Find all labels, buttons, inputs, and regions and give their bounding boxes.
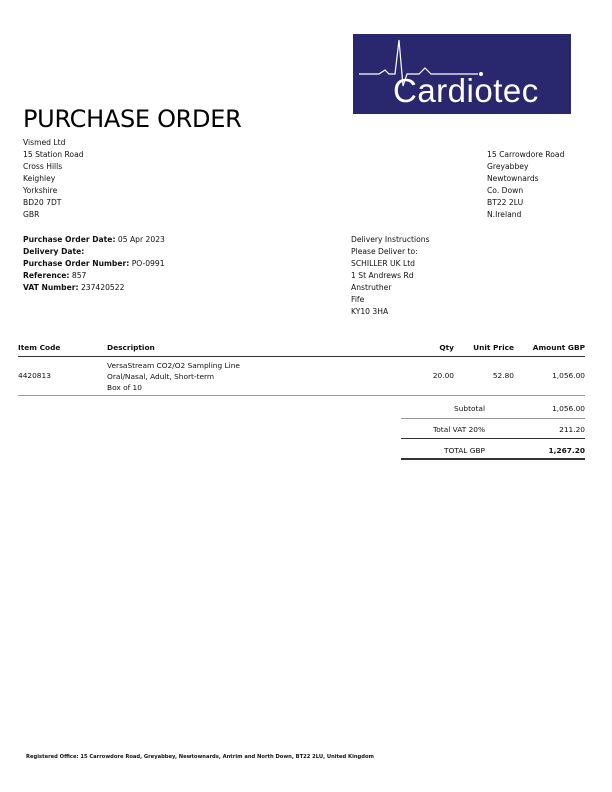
address-line: Co. Down (487, 186, 524, 195)
address-line: Newtownards (487, 174, 539, 183)
vat-number-row: VAT Number: 237420522 (23, 283, 125, 292)
po-number-row: Purchase Order Number: PO-0991 (23, 259, 165, 268)
cell-amount: 1,056.00 (552, 371, 585, 380)
cell-item-code: 4420813 (18, 371, 51, 380)
address-line: 15 Carrowdore Road (487, 150, 565, 159)
delivery-line: Delivery Instructions (351, 235, 430, 244)
delivery-line: 1 St Andrews Rd (351, 271, 414, 280)
address-line: GBR (23, 210, 40, 219)
delivery-instructions (351, 234, 430, 318)
footer-registered-office: Registered Office: 15 Carrowdore Road, Greyabbey, Newtownards, Antrim and North Down, BT22 2LU, United Kingdom (26, 754, 374, 760)
address-line: BD20 7DT (23, 198, 62, 207)
header-item-code: Item Code (18, 343, 61, 352)
delivery-line: KY10 3HA (351, 307, 389, 316)
order-date-row: Purchase Order Date: 05 Apr 2023 (23, 235, 165, 244)
total-label: TOTAL GBP (443, 446, 485, 455)
address-line: 15 Station Road (23, 150, 84, 159)
address-line: Keighley (23, 174, 56, 183)
delivery-line: SCHILLER UK Ltd (351, 259, 416, 268)
row-divider (18, 395, 585, 396)
cell-unit-price: 52.80 (492, 371, 514, 380)
header-qty: Qty (439, 343, 454, 352)
total-underline (401, 458, 585, 460)
logo-text: Cardiotec (393, 72, 539, 109)
address-line: Vismed Ltd (23, 138, 66, 147)
totals-divider (401, 418, 585, 419)
header-amount: Amount GBP (532, 343, 585, 352)
address-line: Greyabbey (487, 162, 529, 171)
address-line: N.Ireland (487, 210, 522, 219)
delivery-line: Please Deliver to: (351, 247, 418, 256)
address-line: Yorkshire (23, 186, 58, 195)
address-line: BT22 2LU (487, 198, 524, 207)
page-title: PURCHASE ORDER (23, 105, 242, 133)
vat-label: Total VAT 20% (433, 425, 485, 434)
header-divider (18, 356, 585, 357)
header-unit-price: Unit Price (473, 343, 514, 352)
totals-divider (401, 438, 585, 439)
vat-value: 211.20 (559, 425, 585, 434)
header-description: Description (107, 343, 155, 352)
subtotal-label: Subtotal (454, 404, 485, 413)
delivery-line: Anstruther (351, 283, 392, 292)
delivery-line: Fife (351, 295, 365, 304)
reference-row: Reference: 857 (23, 271, 87, 280)
supplier-address (23, 137, 84, 221)
cell-description: VersaStream CO2/O2 Sampling Line Oral/Nasal, Adult, Short-term Box of 10 (107, 361, 240, 392)
company-address (487, 149, 564, 221)
order-info (23, 234, 165, 294)
address-line: Cross Hills (23, 162, 63, 171)
company-logo (353, 34, 571, 114)
cell-qty: 20.00 (432, 371, 454, 380)
subtotal-value: 1,056.00 (552, 404, 585, 413)
delivery-date-row: Delivery Date: (23, 247, 85, 256)
total-value: 1,267.20 (548, 446, 585, 455)
